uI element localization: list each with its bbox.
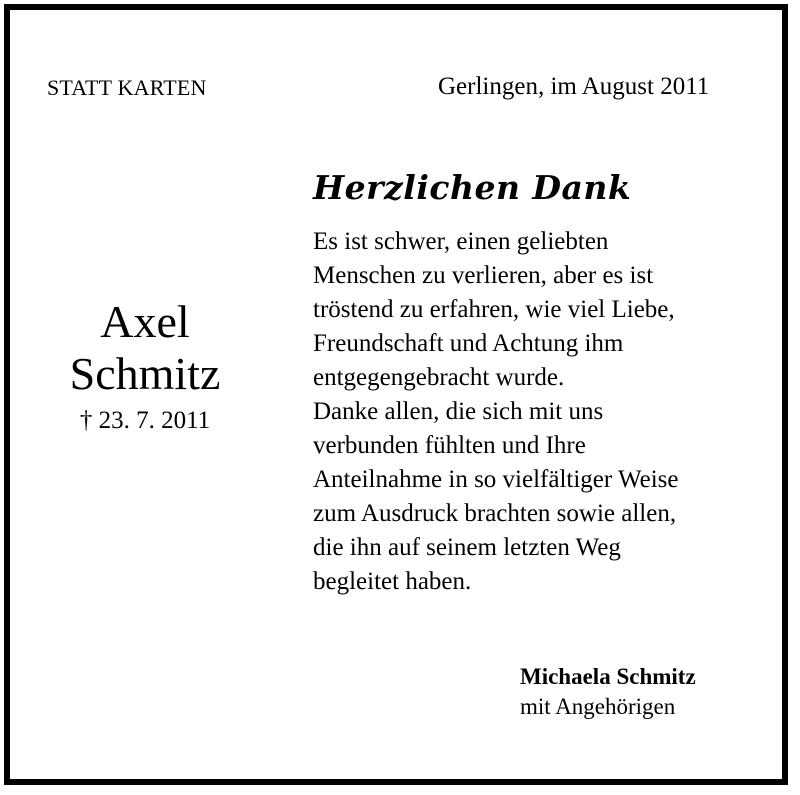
header-place-date: Gerlingen, im August 2011 <box>438 73 710 100</box>
message-line: entgegengebracht wurde. <box>313 364 565 391</box>
message-line: tröstend zu erfahren, wie viel Liebe, <box>313 296 675 323</box>
signer-relatives: mit Angehörigen <box>520 694 676 719</box>
message-line: Menschen zu verlieren, aber es ist <box>313 262 654 289</box>
deceased-block <box>40 296 250 436</box>
message-line: Danke allen, die sich mit uns <box>313 398 604 425</box>
deceased-first-name: Axel <box>100 296 190 347</box>
message-line: verbunden fühlten und Ihre <box>313 432 586 459</box>
message-line: die ihn auf seinem letzten Weg <box>313 534 621 561</box>
message-line: Es ist schwer, einen geliebten <box>313 228 609 255</box>
message-line: Anteilnahme in so vielfältiger Weise <box>313 466 679 493</box>
death-date: † 23. 7. 2011 <box>79 407 211 434</box>
message-line: zum Ausdruck brachten sowie allen, <box>313 500 677 527</box>
signer-name: Michaela Schmitz <box>520 664 696 689</box>
header-statt-karten: STATT KARTEN <box>47 75 207 100</box>
message-line: begleitet haben. <box>313 568 472 595</box>
deceased-last-name: Schmitz <box>69 348 221 399</box>
signature-block <box>520 662 696 722</box>
message-line: Freundschaft und Achtung ihm <box>313 330 624 357</box>
thanks-message <box>313 225 763 599</box>
thanks-title: Herzlichen Dank <box>313 168 632 207</box>
